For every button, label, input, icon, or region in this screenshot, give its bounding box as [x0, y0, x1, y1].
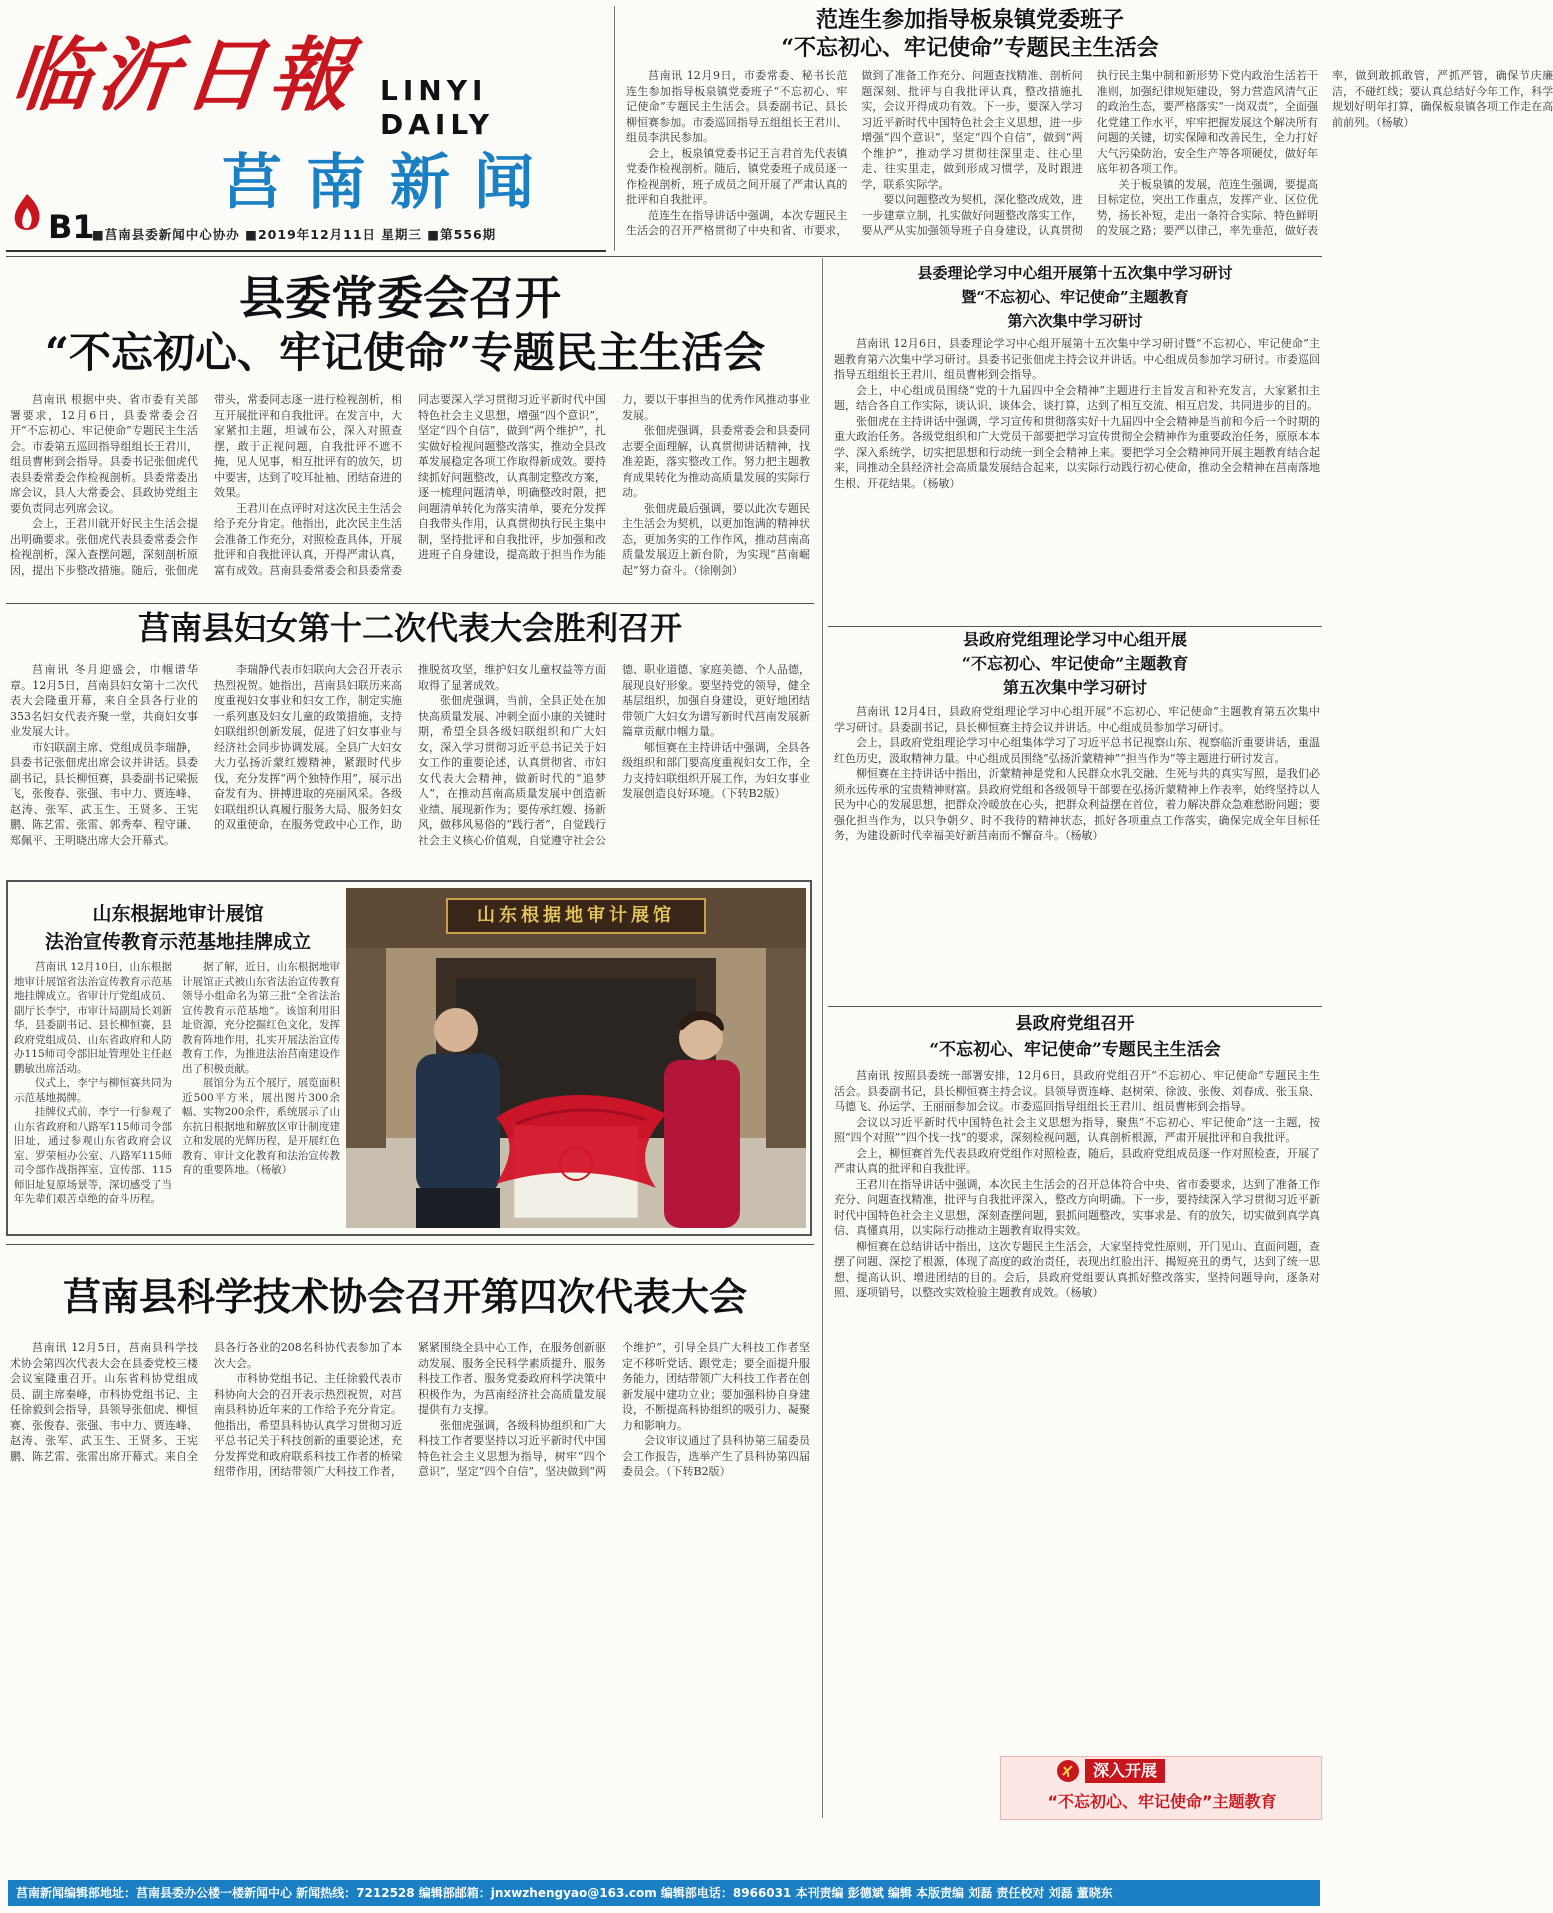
lead-article-title-1: 县委常委会召开 — [239, 271, 561, 325]
paragraph: 莒南讯 12月6日，县委理论学习中心组开展第十五次集中学习研讨暨“不忘初心、牢记使命”主题教育第六次集中学习研讨。县委书记张佃虎主持会议并讲话。中心组成员参加学习研讨。市委巡回指导五组组长王君川、组员曹彬到会指导。 — [834, 337, 1320, 381]
paragraph: 莒南讯 12月9日，市委常委、秘书长范连生参加指导板泉镇党委班子“不忘初心、牢记使命”专题民主生活会。县委副书记、县长柳恒赛参加。市委巡回指导五组组长王君川、组员李洪民参加。 — [626, 69, 848, 144]
page-number: B1 — [48, 208, 95, 246]
section-rule — [828, 1006, 1322, 1007]
paragraph: 张佃虎强调，当前，全县正处在加快高质量发展、冲刺全面小康的关键时期，希望全县各级妇联组织和广大妇女，深入学习贯彻习近平总书记关于妇女工作的重要论述，认真贯彻省、市妇女代表大会精神，做新时代的“追梦人”，在推动莒南高质量发展中创造新业绩、展现新作为；要传承红嫂、扬新风，做移风易俗的“践行者”，自觉践行社会主义核心价值观，自觉遵守社会公德、职业道德、家庭美德、个人品德，展现良好形象。要坚持党的领导，健全基层组织，加强自身建设，更好地团结带领广大妇女为谱写新时代莒南发展新篇章贡献巾帼力量。 — [418, 663, 810, 847]
paragraph: 张佃虎在主持讲话中强调，学习宣传和贯彻落实好十九届四中全会精神是当前和今后一个时期的重大政治任务。各级党组织和广大党员干部要把学习宣传贯彻全会精神作为重要政治任务，原原本本学、深入系统学，切实把思想和行动统一到全会精神上来。要把学习全会精神同开展主题教育结合起来，同推动全县经济社会高质量发展结合起来，以实际行动践行初心使命，推动全会精神在莒南落地生根、开花结果。（杨敏） — [834, 414, 1320, 490]
paragraph: 张佃虎最后强调，要以此次专题民主生活会为契机，以更加饱满的精神状态，更加务实的工作作风，推动莒南高质量发展迈上新台阶，为实现“莒南崛起”努力奋斗。（徐刚剑） — [622, 501, 810, 577]
banner-line-1: 深入开展 — [1085, 1759, 1165, 1783]
torch-emblem-icon — [8, 192, 46, 240]
paragraph: 莒南讯 冬月迎盛会，巾帼谱华章。12月5日，莒南县妇女第十二次代表大会隆重开幕，来自全县各行业的353名妇女代表齐聚一堂，共商妇女事业发展大计。 — [10, 663, 198, 738]
paragraph: 莒南讯 根据中央、省市委有关部署要求，12月6日，县委常委会召开“不忘初心、牢记使命”专题民主生活会。市委第五巡回指导组组长王君川，组员曹彬到会指导。县委书记张佃虎代表县委常委会作检视剖析。县委常委出席会议，县人大常委会、县政协党组主要负责同志列席会议。 — [10, 393, 198, 515]
paragraph: 王君川在指导讲话中强调，本次民主生活会的召开总体符合中央、省市委要求，达到了准备工作充分、问题查找精准，批评与自我批评深入，整改方向明确。下一步，要持续深入学习贯彻习近平新时代中国特色社会主义思想，深刻查摆问题，狠抓问题整改，实事求是、有的放矢，切实做到真学真信、真懂真用，以实际行动推动主题教育取得实效。 — [834, 1177, 1320, 1237]
lead-article-body — [10, 392, 810, 596]
paragraph: 挂牌仪式前，李宁一行参观了山东省政府和八路军115师司令部旧址，通过参观山东省政府会议室、罗荣桓办公室、八路军115师司令部作战指挥室、宣传部、115师旧址复原场景等，深切感受了当年先辈们艰苦卓绝的奋斗历程。 — [14, 1106, 172, 1205]
side3-body — [834, 1068, 1320, 1458]
section-rule — [6, 1244, 814, 1245]
paragraph: 王君川在点评时对这次民主生活会给予充分肯定。他指出，此次民主生活会准备工作充分，对照检查具体，开展批评和自我批评认真，开得严肃认真，富有成效。莒南县委常委会和县委常委同志要深入学习贯彻习近平新时代中国特色社会主义思想，增强“四个意识”，坚定“四个自信”，做到“两个维护”，扎实做好检视问题整改落实，推动全县改革发展稳定各项工作取得新成效。要持续抓好问题整改，认真制定整改方案，逐一梳理问题清单，明确整改时限，把问题清单转化为落实清单，要充分发挥自我带头作用，认真贯彻执行民主集中制，坚持批评和自我批评，步加强和改进班子自身建设，提高敢于担当作为能力，要以干事担当的优秀作风推动事业发展。 — [214, 393, 810, 577]
audit-article-body — [14, 960, 340, 1228]
side3-title-2: “不忘初心、牢记使命”专题民主生活会 — [929, 1040, 1221, 1060]
photo-sign-text: 山东根据地审计展馆 — [477, 905, 675, 926]
paragraph: 莒南讯 按照县委统一部署安排，12月6日，县政府党组召开“不忘初心、牢记使命”专题民主生活会。县委副书记，县长柳恒赛主持会议。县领导贾连峰、赵树荣、徐波、张俊、刘春成、张玉泉、马德飞、孙运学、王丽丽参加会议。市委巡回指导组组长王君川、组员曹彬到会指导。 — [834, 1069, 1320, 1113]
lead-article-title-2: “不忘初心、牢记使命”专题民主生活会 — [44, 328, 766, 377]
paragraph: 郇恒赛在主持讲话中强调，全县各级组织和部门要高度重视妇女工作，全力支持妇联组织开展工作，为妇女事业发展创造良好环境。（下转B2版） — [622, 740, 810, 800]
theme-banner — [1000, 1756, 1322, 1820]
side2-title-3: 第五次集中学习研讨 — [1002, 678, 1147, 697]
paragraph: 会议审议通过了县科协第三届委员会工作报告，选举产生了县科协第四届委员会。（下转B2版） — [622, 1434, 810, 1478]
party-emblem-icon — [1057, 1760, 1079, 1782]
ceremony-photo — [346, 888, 806, 1228]
edition-title: 莒南新闻 — [222, 148, 558, 218]
photo-sign — [446, 898, 706, 934]
section-rule — [6, 256, 1322, 257]
paragraph: 李瑞静代表市妇联向大会召开表示热烈祝贺。她指出，莒南县妇联历来高度重视妇女事业和妇女工作，制定实施一系列惠及妇女儿童的政策措施，支持妇联组织创新发展，促进了妇女事业与经济社会同步协调发展。全县广大妇女大力弘扬沂蒙红嫂精神，紧跟时代步伐，充分发挥“两个独特作用”，展示出奋发有为、拼搏进取的亮丽风采。各级妇联组织认真履行服务大局、服务妇女的双重使命，在服务党政中心工作，助推脱贫攻坚，维护妇女儿童权益等方面取得了显著成效。 — [214, 663, 606, 831]
footer-text: 莒南新闻编辑部地址：莒南县委办公楼一楼新闻中心 新闻热线：7212528 编辑部邮箱：jnxwzhengyao@163.com 编辑部电话：8966031 本刊责编 彭德斌 编辑 本版责编 刘磊 责任校对 刘磊 董晓东 — [16, 1886, 1113, 1900]
paragraph: 柳恒赛在主持讲话中指出，沂蒙精神是党和人民群众水乳交融、生死与共的真实写照，是我们必须永远传承的宝贵精神财富。县政府党组和各级领导干部要在弘扬沂蒙精神上作表率，始终坚持以人民为中心的发展思想，把群众冷暖放在心头，把群众利益摆在首位，着力解决群众急难愁盼问题；要强化担当作为，以只争朝夕、时不我待的精神状态，抓好各项重点工作落实，确保完成全年目标任务，为建设新时代幸福美好新莒南而不懈奋斗。（杨敏） — [834, 767, 1320, 842]
column-divider — [822, 258, 823, 1818]
paragraph: 莒南讯 12月10日，山东根据地审计展馆省法治宣传教育示范基地挂牌成立。省审计厅党组成员、副厅长李宁，市审计局副局长刘新华，县委副书记、县长柳恒赛，县政府党组成员、山东省政府和人防办115师司令部旧址管理处主任赵鹏敏出席活动。 — [14, 961, 172, 1075]
paragraph: 会上，县政府党组理论学习中心组集体学习了习近平总书记视察山东、视察临沂重要讲话，重温红色历史，汲取精神力量。中心组成员围绕“弘扬沂蒙精神”“担当作为”等主题进行研讨发言。 — [834, 736, 1320, 765]
logo-english: LINYI DAILY — [380, 74, 495, 141]
sci-article-body — [10, 1340, 810, 1818]
paragraph: 会上，柳恒赛首先代表县政府党组作对照检查，随后，县政府党组成员逐一作对照检查，开展了严肃认真的批评和自我批评。 — [834, 1146, 1320, 1175]
side1-title-1: 县委理论学习中心组开展第十五次集中学习研讨 — [917, 264, 1233, 282]
paragraph: 会上，中心组成员围绕“党的十九届四中全会精神”主题进行主旨发言和补充发言，大家紧扣主题，结合各自工作实际，谈认识、谈体会、谈打算，达到了相互交流、相互启发、共同进步的目的。 — [834, 383, 1320, 412]
dateline: ■莒南县委新闻中心协办 ■2019年12月11日 星期三 ■第556期 — [92, 227, 497, 242]
audit-article-title-1: 山东根据地审计展馆 — [92, 903, 264, 925]
paragraph: 市妇联副主席、党组成员李瑞静，县委书记张佃虎出席会议并讲话。县委副书记，县长柳恒赛，县委副书记梁振飞，张俊春、张强、韦中力、贾连峰、赵涛、张军、武玉生、王贤多、王宪鹏、陈艺雷、张雷、郭秀奉、程守谦、郑佩平、王明晓出席大会开幕式。 — [10, 740, 198, 847]
logo-chinese: 临沂日報 — [7, 28, 361, 122]
side3-title-1: 县政府党组召开 — [1015, 1014, 1135, 1034]
paragraph: 会上，板泉镇党委书记王言君首先代表镇党委作检视剖析。随后，镇党委班子成员逐一作检视剖析，班子成员之间开展了严肃认真的批评和自我批评。 — [626, 146, 848, 206]
paragraph: 要以问题整改为契机，深化整改成效，进一步建章立制，扎实做好问题整改落实工作，要从严从实加强领导班子自身建设，认真贯彻执行民主集中制和新形势下党内政治生活若干准则，加强纪律规矩建设，努力营造风清气正的政治生态，要严格落实“一岗双责”，全面强化党建工作水平，牢牢把握发展这个解决所有问题的关键，切实保障和改善民生，全力打好大气污染防治，安全生产等各项硬仗，做好年底年初各项工作。 — [861, 69, 1318, 237]
paragraph: 市科协党组书记、主任徐毅代表市科协向大会的召开表示热烈祝贺，对莒南县科协近年来的工作给予充分肯定。他指出，希望县科协认真学习贯彻习近平总书记关于科技创新的重要论述，充分发挥党和政府联系科技工作者的桥梁纽带作用，团结带领广大科技工作者，紧紧围绕全县中心工作，在服务创新驱动发展、服务全民科学素质提升、服务科技工作者、服务党委政府科学决策中积极作为，为莒南经济社会高质量发展提供有力支撑。 — [214, 1341, 606, 1478]
paragraph: 会议以习近平新时代中国特色社会主义思想为指导，聚焦“不忘初心、牢记使命”这一主题，按照“四个对照”“四个找一找”的要求，深刻检视问题，认真剖析根源，严肃开展批评和自我批评。 — [834, 1115, 1320, 1144]
paragraph: 张佃虎强调，各级科协组织和广大科技工作者要坚持以习近平新时代中国特色社会主义思想为指导，树牢“四个意识”，坚定“四个自信”，坚决做到“两个维护”，引导全县广大科技工作者坚定不移听党话、跟党走；要全面提升服务能力，团结带领广大科技工作者在创新发展中建功立业；要加强科协自身建设，不断提高科协组织的吸引力、凝聚力和影响力。 — [418, 1341, 810, 1478]
banner-line-2: “不忘初心、牢记使命”主题教育 — [1047, 1792, 1277, 1811]
masthead-rule — [6, 250, 606, 252]
paragraph: 会上，王君川就开好民主生活会提出明确要求。张佃虎代表县委常委会作检视剖析，深入查摆问题，深刻剖析原因，提出下步整改措施。随后，张佃虎带头，常委同志逐一进行检视剖析，相互开展批评和自我批评。在发言中，大家紧扣主题，坦诚布公，深入对照查摆，敢于正视问题，自我批评不遮不掩，见人见事，相互批评有的放矢，切中要害，达到了咬耳扯袖、团结奋进的效果。 — [10, 393, 402, 577]
top-article-body — [626, 68, 1553, 244]
paragraph: 范连生在指导讲话中强调，本次专题民主生活会的召开严格贯彻了中央和省、市要求，做到了准备工作充分、问题查找精准、剖析问题深刻、批评与自我批评认真，整改措施扎实，会议开得成功有效。下一步，要深入学习习近平新时代中国特色社会主义思想，进一步增强“四个意识”，坚定“四个自信”，做到“两个维护”，推动学习贯彻往深里走、往心里走、往实里走，做到形成习惯学，及时跟进学，联系实际学。 — [626, 69, 1083, 237]
women-article-title: 莒南县妇女第十二次代表大会胜利召开 — [137, 609, 682, 647]
paragraph: 张佃虎强调，县委常委会和县委同志要全面理解，认真贯彻讲话精神，找准差距，落实整改工作。努力把主题教育成果转化为推动高质量发展的实际行动。 — [622, 424, 810, 499]
paragraph: 莒南讯 12月4日，县政府党组理论学习中心组开展“不忘初心、牢记使命”主题教育第五次集中学习研讨。县委副书记，县长柳恒赛主持会议并讲话。中心组成员参加学习研讨。 — [834, 705, 1320, 734]
paragraph: 莒南讯 12月5日，莒南县科学技术协会第四次代表大会在县委党校三楼会议室隆重召开。山东省科协党组成员、副主席秦峰，市科协党组书记、主任徐毅到会指导，县领导张佃虎、柳恒赛、张俊春、张强、韦中力、贾连峰、赵涛、张军、武玉生、王贤多、王宪鹏、陈艺雷、张雷出席开幕式。来自全县各行各业的208名科协代表参加了本次大会。 — [10, 1341, 402, 1463]
audit-article-title-2: 法治宣传教育示范基地挂牌成立 — [44, 931, 311, 953]
masthead-logo — [7, 28, 572, 141]
paragraph: 据了解，近日，山东根据地审计展馆正式被山东省法治宣传教育领导小组命名为第三批“全省法治宣传教育示范基地”。该馆利用旧址资源，充分挖掘红色文化，发挥教育阵地作用，扎实开展法治宣传教育工作，为推进法治莒南建设作出了积极贡献。 — [182, 961, 340, 1075]
footer-bar — [8, 1880, 1320, 1906]
paragraph: 关于板泉镇的发展，范连生强调，要提高目标定位，突出工作重点，发挥产业、区位优势，扬长补短，走出一条符合实际、特色鲜明的发展之路；要严以律己，率先垂范，做好表率，做到敢抓敢管，严抓严管，确保节庆廉洁，不碰红线；要认真总结好今年工作，科学规划好明年打算，确保板泉镇各项工作走在高前前列。（杨敏） — [1096, 69, 1553, 237]
top-divider — [614, 6, 615, 251]
women-article-body — [10, 662, 810, 870]
side1-body — [834, 336, 1320, 622]
section-rule — [6, 603, 814, 604]
paragraph: 仪式上，李宁与柳恒赛共同为示范基地揭牌。 — [14, 1077, 172, 1104]
paragraph: 展馆分为五个展厅，展览面积近500平方米，展出图片300余幅、实物200余件，系统展示了山东抗日根据地和解放区审计制度建立和发展的光辉历程，是开展红色教育、审计文化教育和法治宣传教育的重要阵地。（杨敏） — [182, 1077, 340, 1176]
paragraph: 柳恒赛在总结讲话中指出，这次专题民主生活会，大家坚持党性原则，开门见山、直面问题，查摆了问题、深挖了根源，体现了高度的政治责任，表现出红脸出汗、揭短亮丑的勇气，达到了统一思想、提高认识、增进团结的目的。会后，县政府党组要认真抓好整改落实，坚持问题导向，逐条对照、逐项销号，以整改实效检验主题教育成效。（杨敏） — [834, 1239, 1320, 1299]
side2-title-2: “不忘初心、牢记使命”主题教育 — [961, 654, 1189, 673]
top-article-title-1: 范连生参加指导板泉镇党委班子 — [815, 7, 1124, 33]
top-article-title-2: “不忘初心、牢记使命”专题民主生活会 — [781, 35, 1159, 61]
side1-title-3: 第六次集中学习研讨 — [1007, 312, 1143, 330]
section-rule — [828, 626, 1322, 627]
side1-title-2: 暨“不忘初心、牢记使命”主题教育 — [961, 288, 1189, 306]
side2-title-1: 县政府党组理论学习中心组开展 — [962, 630, 1187, 649]
side2-body — [834, 704, 1320, 1000]
sci-article-title: 莒南县科学技术协会召开第四次代表大会 — [62, 1274, 747, 1319]
